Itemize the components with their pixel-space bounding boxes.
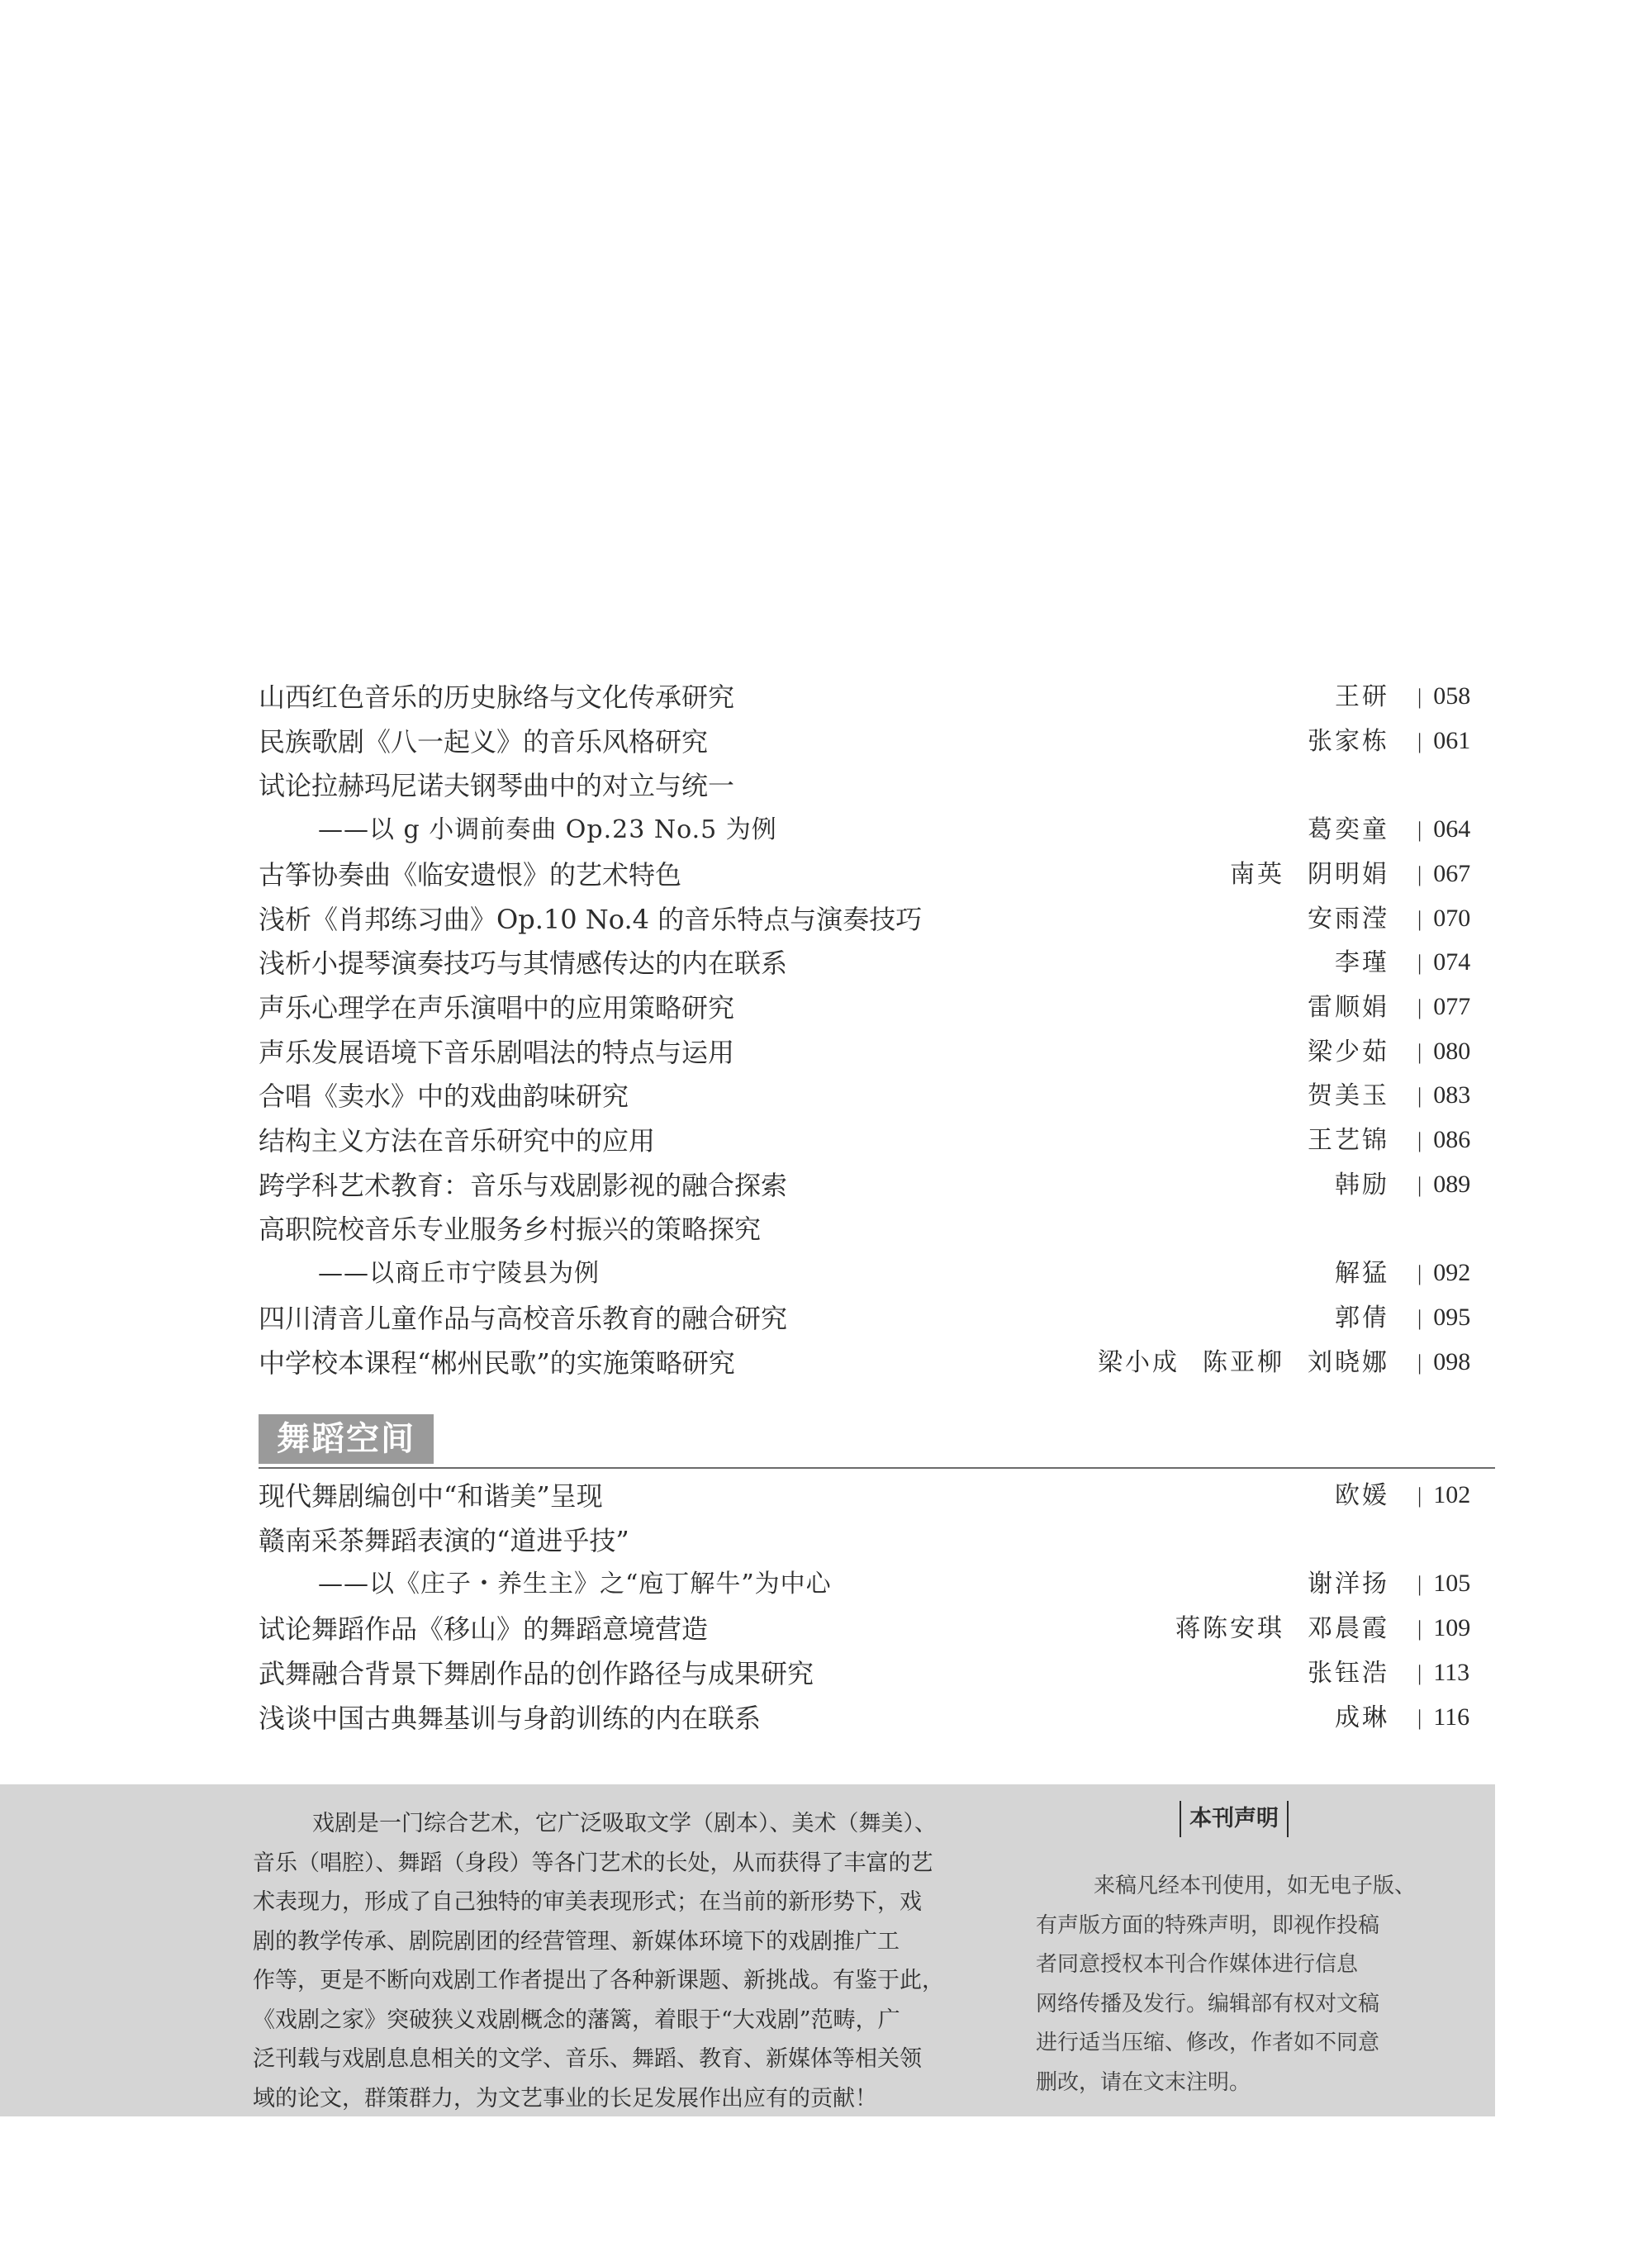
entry-authors [1312, 947, 1389, 980]
entry-authors [1312, 1702, 1389, 1735]
entry-authors [1284, 1568, 1389, 1601]
entry-authors [1312, 1169, 1389, 1202]
entry-authors [1152, 1613, 1389, 1646]
toc-entry[interactable] [259, 1119, 1495, 1164]
author-name: 欧媛 [1335, 1481, 1389, 1510]
entry-title: 结构主义方法在音乐研究中的应用 [259, 1125, 656, 1157]
entry-authors [1284, 725, 1389, 758]
journal-intro [253, 1804, 971, 2118]
notice-line: 者同意授权本刊合作媒体进行信息 [1036, 1952, 1359, 1977]
toc-entry[interactable] [259, 1297, 1495, 1342]
section-header-dance [259, 1411, 1495, 1469]
entry-authors [1207, 858, 1389, 891]
intro-line: 术表现力，形成了自己独特的审美表现形式；在当前的新形势下，戏 [253, 1889, 922, 1915]
toc-entry[interactable] [259, 1475, 1495, 1519]
toc-entry[interactable] [259, 809, 1495, 853]
author-name: 韩励 [1335, 1170, 1389, 1199]
intro-line: 剧的教学传承、剧院剧团的经营管理、新媒体环境下的戏剧推广工 [253, 1928, 900, 1955]
page-number: | 080 [1417, 1035, 1495, 1069]
entry-authors [1284, 1657, 1389, 1690]
intro-line: 作等，更是不断向戏剧工作者提出了各种新课题、新挑战。有鉴于此， [253, 1968, 944, 1993]
entry-title: 高职院校音乐专业服务乡村振兴的策略探究 [259, 1214, 762, 1246]
author-name: 成琳 [1335, 1703, 1389, 1732]
page-number: | 070 [1417, 902, 1495, 936]
toc-entry[interactable] [259, 898, 1495, 943]
entry-subtitle: ——以商丘市宁陵县为例 [318, 1259, 600, 1289]
intro-line: 泛刊载与戏剧息息相关的文学、音乐、舞蹈、教育、新媒体等相关领 [253, 2046, 922, 2072]
entry-title: 民族歌剧《八一起义》的音乐风格研究 [259, 725, 709, 758]
author-name: 李瑾 [1335, 948, 1389, 978]
author-name: 张钰浩 [1308, 1658, 1389, 1688]
page-number: | 105 [1417, 1567, 1495, 1601]
entry-authors [1075, 1347, 1389, 1380]
entry-title: 声乐发展语境下音乐剧唱法的特点与运用 [259, 1036, 735, 1068]
entry-authors [1312, 1302, 1389, 1335]
entry-title: 试论拉赫玛尼诺夫钢琴曲中的对立与统一 [259, 770, 735, 802]
author-name: 王研 [1335, 682, 1389, 711]
author-name: 陈亚柳 [1203, 1347, 1284, 1377]
toc-entry[interactable] [259, 1208, 1495, 1252]
section-label: 舞蹈空间 [259, 1414, 434, 1464]
entry-title: 合唱《卖水》中的戏曲韵味研究 [259, 1081, 629, 1113]
toc-entry[interactable] [259, 676, 1495, 720]
page-number: | 074 [1417, 946, 1495, 980]
entry-authors [1312, 1257, 1389, 1290]
entry-authors [1312, 1480, 1389, 1513]
author-name: 谢洋扬 [1308, 1570, 1389, 1599]
entry-title: 四川清音儿童作品与高校音乐教育的融合研究 [259, 1302, 788, 1334]
notice-line: 进行适当压缩、修改，作者如不同意 [1036, 2031, 1380, 2055]
page-number: | 116 [1417, 1701, 1495, 1735]
page-number: | 092 [1417, 1256, 1495, 1290]
page-number: | 086 [1417, 1123, 1495, 1157]
page-number: | 083 [1417, 1079, 1495, 1113]
author-name: 蒋陈安琪 [1175, 1614, 1284, 1644]
toc-entry[interactable] [259, 1697, 1495, 1741]
toc-entry[interactable] [259, 764, 1495, 809]
toc-entry[interactable] [259, 1164, 1495, 1209]
entry-authors [1284, 1124, 1389, 1157]
author-name: 梁少茹 [1308, 1037, 1389, 1066]
entry-title: 浅析《肖邦练习曲》Op.10 No.4 的音乐特点与演奏技巧 [259, 903, 923, 935]
author-name: 梁小成 [1098, 1347, 1180, 1377]
author-name: 邓晨霞 [1308, 1614, 1389, 1644]
toc-entry[interactable] [259, 1031, 1495, 1076]
author-name: 解猛 [1335, 1259, 1389, 1289]
author-name: 王艺锦 [1308, 1126, 1389, 1155]
toc-entry[interactable] [259, 1252, 1495, 1297]
author-name: 张家栋 [1308, 726, 1389, 756]
entry-title: 武舞融合背景下舞剧作品的创作路径与成果研究 [259, 1657, 814, 1689]
entry-title: 试论舞蹈作品《移山》的舞蹈意境营造 [259, 1613, 709, 1646]
notice-line: 来稿凡经本刊使用，如无电子版、 [1094, 1874, 1417, 1898]
notice-line: 有声版方面的特殊声明，即视作投稿 [1036, 1912, 1380, 1938]
page-number: | 109 [1417, 1612, 1495, 1646]
notice-line: 删改，请在文末注明。 [1036, 2069, 1251, 2095]
entry-title: 古筝协奏曲《临安遗恨》的艺术特色 [259, 858, 682, 891]
entry-title: 浅谈中国古典舞基训与身韵训练的内在联系 [259, 1702, 762, 1734]
author-name: 安雨滢 [1308, 904, 1389, 933]
toc-entry[interactable] [259, 942, 1495, 986]
author-name: 葛奕童 [1308, 815, 1389, 845]
toc-entry[interactable] [259, 1652, 1495, 1697]
page-number: | 102 [1417, 1479, 1495, 1513]
toc-entry[interactable] [259, 1563, 1495, 1608]
entry-title: 现代舞剧编创中“和谐美”呈现 [259, 1480, 603, 1512]
entry-authors [1284, 814, 1389, 847]
author-name: 郭倩 [1335, 1303, 1389, 1332]
entry-authors [1284, 1080, 1389, 1113]
toc-entry[interactable] [259, 853, 1495, 898]
intro-line: 戏剧是一门综合艺术，它广泛吸取文学（剧本）、美术（舞美）、 [312, 1811, 937, 1836]
page-number: | 089 [1417, 1168, 1495, 1202]
page-number: | 095 [1417, 1301, 1495, 1335]
entry-title: 浅析小提琴演奏技巧与其情感传达的内在联系 [259, 948, 788, 980]
intro-line: 《戏剧之家》突破狭义戏剧概念的藩篱，着眼于“大戏剧”范畴，广 [253, 2007, 900, 2033]
toc-entry[interactable] [259, 986, 1495, 1031]
notice-title: 本刊声明 [1180, 1801, 1289, 1837]
entry-authors [1284, 1036, 1389, 1069]
intro-line: 域的论文，群策群力，为文艺事业的长足发展作出应有的贡献！ [253, 2085, 877, 2111]
author-name: 贺美玉 [1308, 1081, 1389, 1111]
author-name: 阴明娟 [1308, 859, 1389, 889]
entry-authors [1284, 903, 1389, 936]
bottom-info-panel [0, 1784, 1495, 2116]
author-name: 雷顺娟 [1308, 992, 1389, 1022]
page-number: | 058 [1417, 680, 1495, 714]
entry-title: 中学校本课程“郴州民歌”的实施策略研究 [259, 1347, 735, 1379]
entry-subtitle: ——以《庄子・养生主》之“庖丁解牛”为中心 [318, 1570, 832, 1599]
entry-authors [1284, 991, 1389, 1024]
entry-title: 山西红色音乐的历史脉络与文化传承研究 [259, 682, 735, 713]
page-number: | 061 [1417, 724, 1495, 758]
entry-subtitle: ——以 g 小调前奏曲 Op.23 No.5 为例 [318, 815, 777, 845]
toc-entry[interactable] [259, 1342, 1495, 1386]
toc-entry[interactable] [259, 1075, 1495, 1119]
entry-title: 声乐心理学在声乐演唱中的应用策略研究 [259, 991, 735, 1024]
entry-title: 赣南采茶舞蹈表演的“道进乎技” [259, 1524, 629, 1556]
toc-entry[interactable] [259, 720, 1495, 765]
author-name: 南英 [1230, 859, 1284, 889]
intro-line: 音乐（唱腔）、舞蹈（身段）等各门艺术的长处，从而获得了丰富的艺 [253, 1850, 933, 1876]
toc-entry[interactable] [259, 1608, 1495, 1652]
page-number: | 077 [1417, 990, 1495, 1024]
entry-authors [1312, 681, 1389, 714]
author-name: 刘晓娜 [1308, 1347, 1389, 1377]
journal-notice [1036, 1867, 1465, 2102]
page-number: | 064 [1417, 813, 1495, 847]
page-number: | 098 [1417, 1346, 1495, 1380]
entry-title: 跨学科艺术教育：音乐与戏剧影视的融合探索 [259, 1169, 788, 1201]
toc-entry[interactable] [259, 1519, 1495, 1564]
page-number: | 113 [1417, 1656, 1495, 1690]
notice-line: 网络传播及发行。编辑部有权对文稿 [1036, 1991, 1380, 2016]
page-number: | 067 [1417, 857, 1495, 891]
